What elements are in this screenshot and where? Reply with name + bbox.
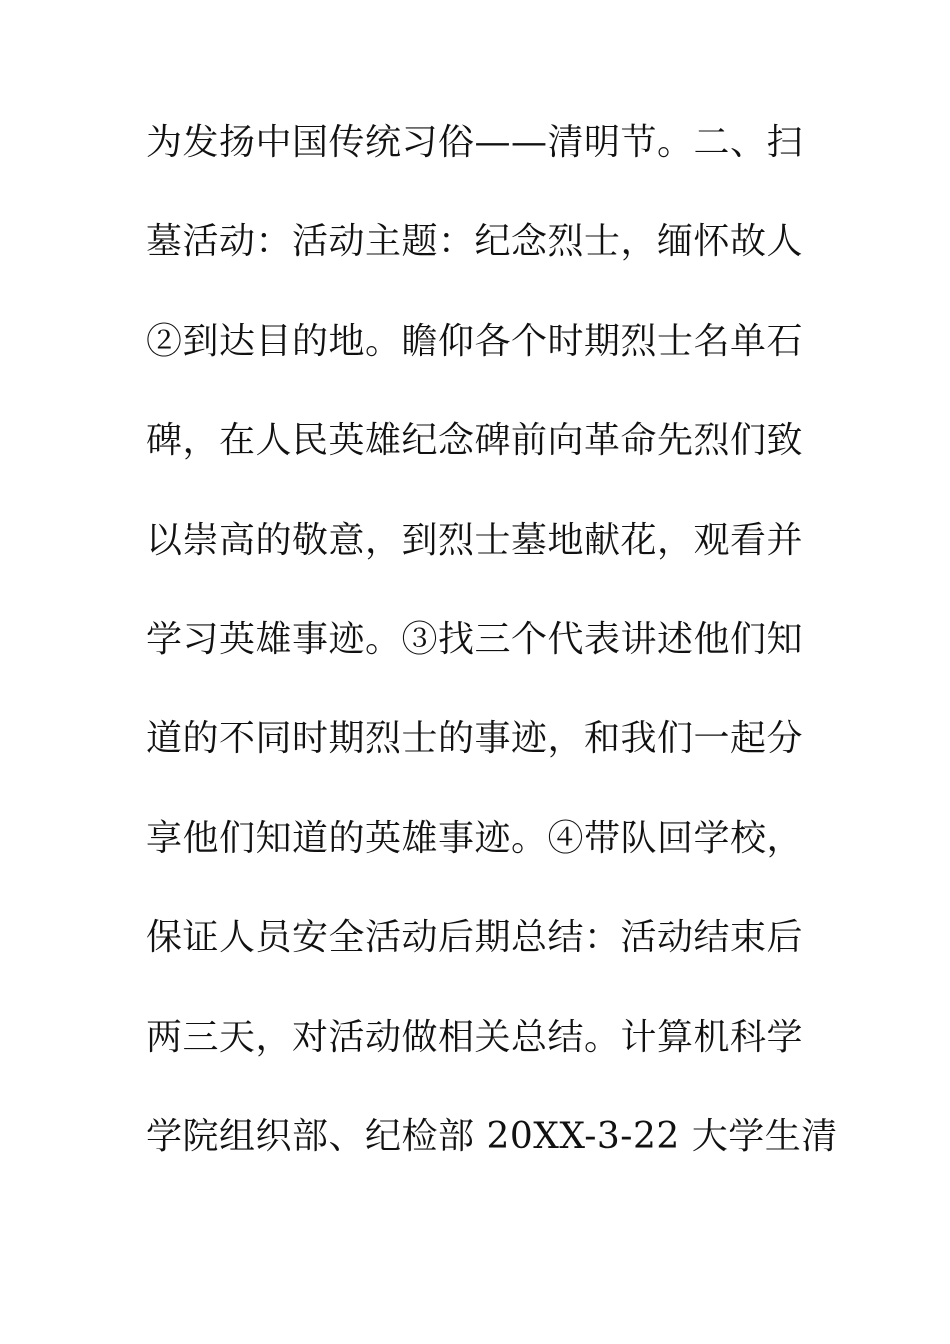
text-line: 学习英雄事迹。③找三个代表讲述他们知 [146,618,804,660]
text-line: 学院组织部、纪检部 20XX-3-22 大学生清 [146,1115,838,1157]
text-line: 两三天，对活动做相关总结。计算机科学 [146,1016,804,1058]
text-line: 为发扬中国传统习俗——清明节。二、扫 [146,122,804,163]
text-line: ②到达目的地。瞻仰各个时期烈士名单石 [146,320,804,362]
text-line: 道的不同时期烈士的事迹，和我们一起分 [146,718,804,760]
text-line: 以崇高的敬意，到烈士墓地献花，观看并 [146,519,804,561]
text-line: 保证人员安全活动后期总结：活动结束后 [146,917,804,959]
text-line: 墓活动：活动主题：纪念烈士，缅怀故人 [146,221,804,263]
text-line: 享他们知道的英雄事迹。④带队回学校， [146,817,804,859]
body-text [146,122,838,1218]
text-line: 碑，在人民英雄纪念碑前向革命先烈们致 [146,420,804,462]
